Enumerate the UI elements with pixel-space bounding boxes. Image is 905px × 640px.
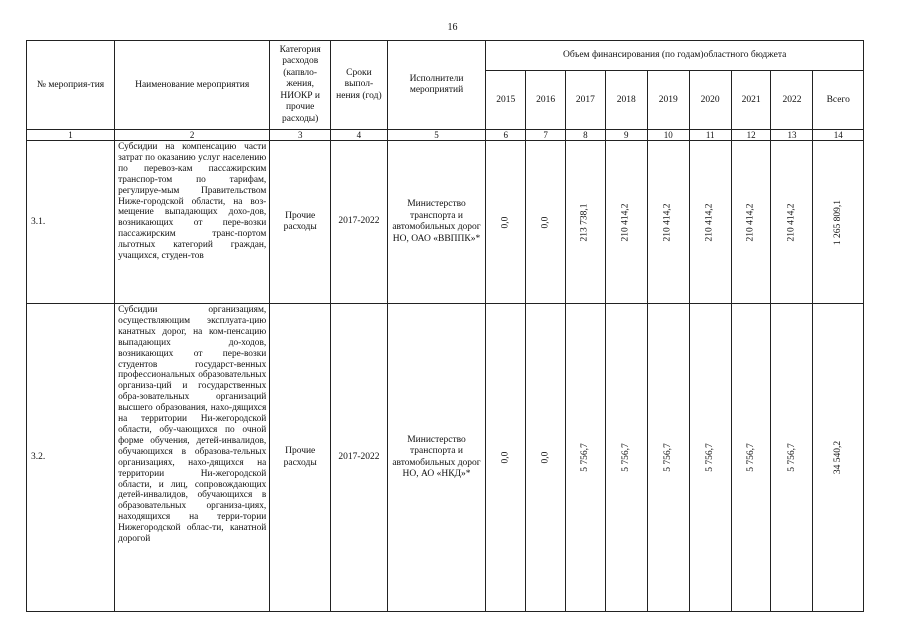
column-number-row <box>27 130 864 141</box>
row-value: 213 738,1 <box>579 203 590 241</box>
table-row <box>27 141 864 304</box>
column-number: 12 <box>731 130 771 141</box>
row-term: 2017-2022 <box>331 141 388 304</box>
column-number: 10 <box>647 130 689 141</box>
row-number: 3.1. <box>27 141 115 304</box>
header-col-no: № мероприя-тия <box>27 41 115 130</box>
row-value-cell <box>647 141 689 304</box>
column-number: 8 <box>565 130 605 141</box>
row-value: 210 414,2 <box>620 203 631 241</box>
header-year: 2020 <box>689 71 731 130</box>
row-value-cell <box>771 304 813 612</box>
row-value-cell <box>486 304 526 612</box>
row-category: Прочие расходы <box>270 141 331 304</box>
header-year: 2015 <box>486 71 526 130</box>
row-value: 5 756,7 <box>579 443 590 472</box>
row-total-cell <box>813 304 864 612</box>
row-value-cell <box>526 141 566 304</box>
header-funding-title: Объем финансирования (по годам)областного бюджета <box>486 41 864 71</box>
row-activity-name: Субсидии на компенсацию части затрат по оказанию услуг населению по перевоз-кам пассажирским транспор-том по тарифам, регулируе-мым Правительством Ниже-городской области, на воз-мещение выпадающих дохо-дов, возникающих от пере-возки пассажирским транс-портом льготных категорий граждан, учащихся, студен-тов <box>115 141 270 304</box>
row-value: 210 414,2 <box>704 203 715 241</box>
row-value-cell <box>565 141 605 304</box>
row-value-cell <box>605 141 647 304</box>
column-number: 7 <box>526 130 566 141</box>
row-value-cell <box>731 304 771 612</box>
row-value: 0,0 <box>500 216 511 228</box>
column-number: 6 <box>486 130 526 141</box>
funding-table <box>26 40 864 612</box>
row-value-cell <box>486 141 526 304</box>
column-number: 11 <box>689 130 731 141</box>
header-year: 2018 <box>605 71 647 130</box>
column-number: 14 <box>813 130 864 141</box>
column-number: 5 <box>387 130 486 141</box>
row-value-cell <box>526 304 566 612</box>
header-year: 2017 <box>565 71 605 130</box>
row-activity-name: Субсидии организациям, осуществляющим эксплуата-цию канатных дорог, на ком-пенсацию выпадающих до-ходов, возникающих от пере-возки студентов государст-венных профессиональных образовательных организа-ций и государственных обра-зовательных организаций высшего образования, нахо-дящихся на территории Ни-жегородской области, обу-чающихся по очной форме обучения, детей-инвалидов, обучающихся в образова-тельных организациях, нахо-дящихся на территории Ни-жегородской области, и лиц, сопровождающих детей-инвалидов, обучающихся в образовательных организа-циях, находящихся на терри-тории Нижегородской облас-ти, канатной дорогой <box>115 304 270 612</box>
column-number: 1 <box>27 130 115 141</box>
row-value: 0,0 <box>540 216 551 228</box>
header-col-term: Сроки выпол-нения (год) <box>331 41 388 130</box>
header-year: 2022 <box>771 71 813 130</box>
header-col-name: Наименование мероприятия <box>115 41 270 130</box>
row-value-cell <box>771 141 813 304</box>
row-value-cell <box>689 141 731 304</box>
row-value-cell <box>689 304 731 612</box>
header-year: 2016 <box>526 71 566 130</box>
header-year: 2019 <box>647 71 689 130</box>
row-value: 5 756,7 <box>704 443 715 472</box>
header-total: Всего <box>813 71 864 130</box>
header-col-category: Категория расходов (капвло-жения, НИОКР и прочие расходы) <box>270 41 331 130</box>
row-value: 0,0 <box>500 451 511 464</box>
row-value: 5 756,7 <box>786 443 797 472</box>
table-row <box>27 304 864 612</box>
row-category: Прочие расходы <box>270 304 331 612</box>
row-value: 0,0 <box>540 451 551 464</box>
row-term: 2017-2022 <box>331 304 388 612</box>
row-value-cell <box>731 141 771 304</box>
header-year: 2021 <box>731 71 771 130</box>
row-value: 210 414,2 <box>745 203 756 241</box>
page-number: 16 <box>447 22 458 33</box>
row-value: 210 414,2 <box>786 203 797 241</box>
column-number: 2 <box>115 130 270 141</box>
row-value-cell <box>565 304 605 612</box>
row-value: 5 756,7 <box>662 443 673 472</box>
row-value: 5 756,7 <box>620 443 631 472</box>
row-value-cell <box>605 304 647 612</box>
header-col-executors: Исполнители мероприятий <box>387 41 486 130</box>
row-value-cell <box>647 304 689 612</box>
row-total: 34 540,2 <box>832 440 843 475</box>
row-number: 3.2. <box>27 304 115 612</box>
row-total: 1 265 809,1 <box>832 199 843 245</box>
column-number: 4 <box>331 130 388 141</box>
row-total-cell <box>813 141 864 304</box>
column-number: 9 <box>605 130 647 141</box>
row-value: 5 756,7 <box>745 443 756 472</box>
column-number: 3 <box>270 130 331 141</box>
column-number: 13 <box>771 130 813 141</box>
header-row-top <box>27 41 864 71</box>
row-executors: Министерство транспорта и автомобильных дорог НО, ОАО «ВВППК»* <box>387 141 486 304</box>
row-executors: Министерство транспорта и автомобильных дорог НО, АО «НКД»* <box>387 304 486 612</box>
row-value: 210 414,2 <box>662 203 673 241</box>
